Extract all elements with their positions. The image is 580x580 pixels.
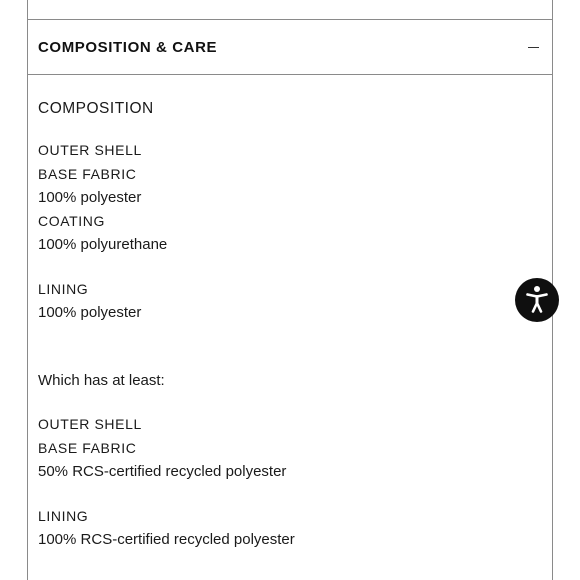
lining-label: LINING	[38, 280, 89, 297]
composition-heading: COMPOSITION	[38, 100, 154, 117]
coating-label: COATING	[38, 212, 105, 229]
recycled-base-fabric-label: BASE FABRIC	[38, 439, 137, 456]
recycled-lining-value: 100% RCS-certified recycled polyester	[38, 531, 295, 548]
minus-icon[interactable]	[528, 47, 539, 48]
accordion-content	[38, 99, 542, 552]
lining-value: 100% polyester	[38, 304, 142, 321]
accordion-panel	[27, 0, 553, 580]
base-fabric-value: 100% polyester	[38, 189, 142, 206]
coating-value: 100% polyurethane	[38, 236, 168, 253]
at-least-intro: Which has at least:	[38, 371, 165, 389]
recycled-outer-shell-label: OUTER SHELL	[38, 416, 142, 432]
recycled-base-fabric-value: 50% RCS-certified recycled polyester	[38, 463, 287, 480]
composition-care-accordion-header[interactable]	[28, 20, 552, 75]
accessibility-button[interactable]	[515, 278, 559, 322]
accessibility-person-icon	[515, 278, 559, 322]
accordion-title: COMPOSITION & CARE	[38, 39, 218, 56]
outer-shell-label: OUTER SHELL	[38, 142, 142, 158]
base-fabric-label: BASE FABRIC	[38, 165, 137, 182]
recycled-lining-label: LINING	[38, 507, 89, 524]
